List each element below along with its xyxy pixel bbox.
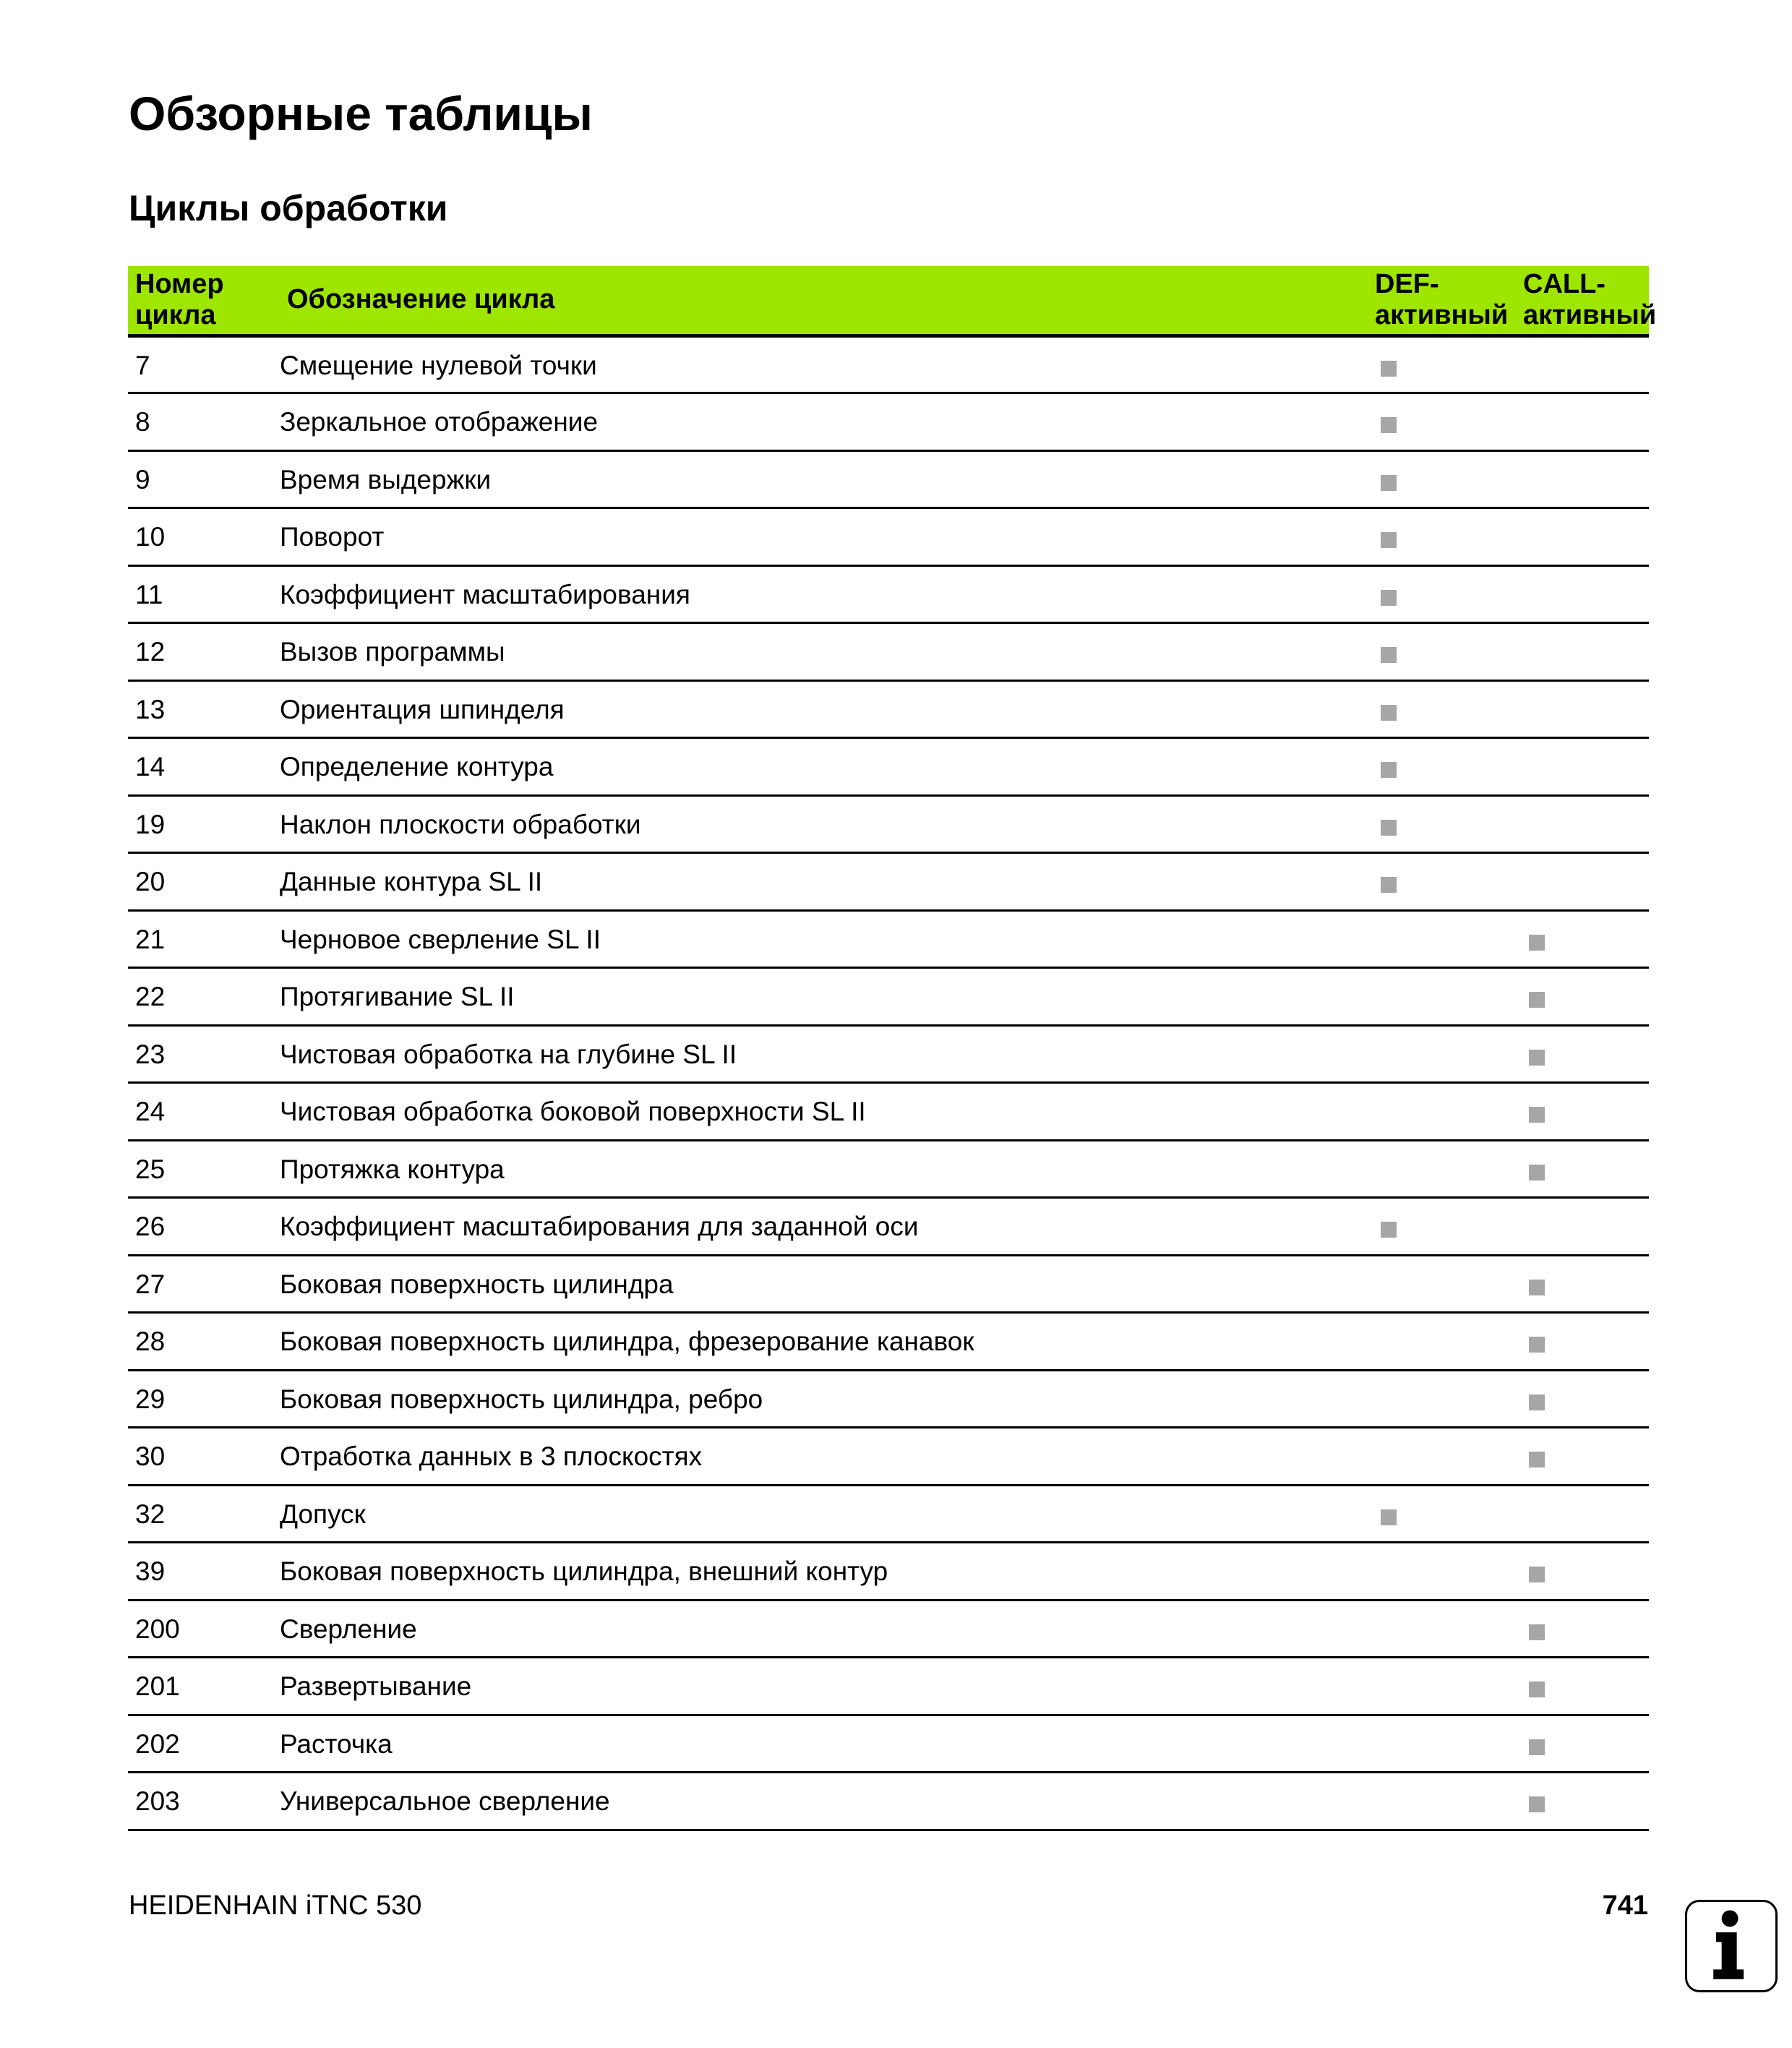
call-active-cell [1523, 1543, 1649, 1601]
call-active-marker [1529, 1624, 1545, 1640]
def-active-cell [1375, 1313, 1523, 1371]
call-active-cell [1523, 1715, 1649, 1773]
call-active-cell [1523, 1198, 1649, 1256]
cycle-number: 25 [128, 1140, 280, 1198]
def-active-cell [1375, 1658, 1523, 1715]
table-row [128, 910, 1649, 968]
cycle-number: 7 [128, 335, 280, 393]
call-active-marker [1529, 992, 1545, 1008]
call-active-marker [1529, 1567, 1545, 1582]
cycle-name: Коэффициент масштабирования [280, 565, 1375, 623]
table-row [128, 795, 1649, 853]
def-active-cell [1375, 450, 1523, 508]
info-icon-glyph [1687, 1902, 1775, 1990]
cycle-name: Зеркальное отображение [280, 393, 1375, 451]
table-row [128, 1715, 1649, 1773]
cycle-number: 14 [128, 738, 280, 796]
def-active-cell [1375, 1025, 1523, 1083]
def-active-cell [1375, 795, 1523, 853]
call-active-cell [1523, 393, 1649, 451]
cycle-name: Наклон плоскости обработки [280, 795, 1375, 853]
def-active-marker [1381, 475, 1397, 491]
call-active-cell [1523, 853, 1649, 911]
table-row [128, 968, 1649, 1026]
cycle-number: 8 [128, 393, 280, 451]
table-row [128, 853, 1649, 911]
header-cycle-number [128, 266, 280, 335]
cycle-name: Боковая поверхность цилиндра, внешний контур [280, 1543, 1375, 1601]
def-active-cell [1375, 1773, 1523, 1830]
header-def-line1: DEF- [1375, 269, 1439, 300]
table-row [128, 680, 1649, 738]
cycle-name: Чистовая обработка на глубине SL II [280, 1025, 1375, 1083]
call-active-cell [1523, 795, 1649, 853]
call-active-cell [1523, 1600, 1649, 1658]
call-active-cell [1523, 1083, 1649, 1141]
table-row [128, 1313, 1649, 1371]
table-row [128, 1773, 1649, 1830]
def-active-cell [1375, 910, 1523, 968]
cycle-name: Коэффициент масштабирования для заданной оси [280, 1198, 1375, 1256]
cycle-number: 200 [128, 1600, 280, 1658]
call-active-marker [1529, 1050, 1545, 1066]
def-active-cell [1375, 853, 1523, 911]
call-active-marker [1529, 1107, 1545, 1123]
cycle-name: Боковая поверхность цилиндра, фрезерование канавок [280, 1313, 1375, 1371]
call-active-cell [1523, 1025, 1649, 1083]
def-active-cell [1375, 1428, 1523, 1486]
cycle-number: 20 [128, 853, 280, 911]
cycle-number: 27 [128, 1255, 280, 1313]
cycle-name: Данные контура SL II [280, 853, 1375, 911]
def-active-cell [1375, 1600, 1523, 1658]
call-active-cell [1523, 565, 1649, 623]
def-active-cell [1375, 335, 1523, 393]
cycle-number: 12 [128, 623, 280, 681]
def-active-marker [1381, 361, 1397, 377]
cycle-name: Универсальное сверление [280, 1773, 1375, 1830]
def-active-cell [1375, 1198, 1523, 1256]
call-active-cell [1523, 1370, 1649, 1428]
cycle-name: Допуск [280, 1485, 1375, 1543]
cycle-name: Поворот [280, 508, 1375, 566]
cycle-name: Ориентация шпинделя [280, 680, 1375, 738]
cycle-name: Время выдержки [280, 450, 1375, 508]
cycle-name: Развертывание [280, 1658, 1375, 1715]
cycle-name: Вызов программы [280, 623, 1375, 681]
def-active-marker [1381, 1509, 1397, 1525]
call-active-marker [1529, 1165, 1545, 1181]
cycles-table [128, 266, 1657, 1831]
cycle-name: Расточка [280, 1715, 1375, 1773]
cycle-name: Боковая поверхность цилиндра, ребро [280, 1370, 1375, 1428]
call-active-cell [1523, 738, 1649, 796]
cycle-name: Смещение нулевой точки [280, 335, 1375, 393]
def-active-cell [1375, 1370, 1523, 1428]
table-row [128, 623, 1649, 681]
cycle-number: 22 [128, 968, 280, 1026]
table-row [128, 1255, 1649, 1313]
call-active-cell [1523, 1658, 1649, 1715]
def-active-marker [1381, 877, 1397, 893]
def-active-marker [1381, 820, 1397, 836]
table-row [128, 335, 1649, 393]
table-row [128, 1370, 1649, 1428]
def-active-marker [1381, 417, 1397, 433]
def-active-cell [1375, 623, 1523, 681]
call-active-cell [1523, 1773, 1649, 1830]
cycle-number: 202 [128, 1715, 280, 1773]
cycle-name: Чистовая обработка боковой поверхности SL II [280, 1083, 1375, 1141]
table-row [128, 1658, 1649, 1715]
call-active-cell [1523, 910, 1649, 968]
call-active-cell [1523, 1140, 1649, 1198]
cycle-number: 24 [128, 1083, 280, 1141]
def-active-marker [1381, 1222, 1397, 1238]
cycle-number: 29 [128, 1370, 280, 1428]
table-row [128, 1198, 1649, 1256]
cycle-name: Сверление [280, 1600, 1375, 1658]
call-active-cell [1523, 1428, 1649, 1486]
header-cycle-number-line1: Номер [135, 269, 224, 300]
cycle-name: Протягивание SL II [280, 968, 1375, 1026]
def-active-cell [1375, 680, 1523, 738]
table-row [128, 1485, 1649, 1543]
call-active-cell [1523, 335, 1649, 393]
call-active-marker [1529, 1796, 1545, 1812]
call-active-cell [1523, 1313, 1649, 1371]
table-body [128, 335, 1649, 1830]
def-active-cell [1375, 1543, 1523, 1601]
header-call-active [1523, 266, 1657, 335]
cycle-number: 39 [128, 1543, 280, 1601]
def-active-cell [1375, 1140, 1523, 1198]
cycle-number: 19 [128, 795, 280, 853]
call-active-cell [1523, 968, 1649, 1026]
call-active-marker [1529, 1681, 1545, 1697]
table-row [128, 738, 1649, 796]
table-row [128, 1140, 1649, 1198]
def-active-cell [1375, 508, 1523, 566]
call-active-cell [1523, 450, 1649, 508]
def-active-marker [1381, 762, 1397, 778]
table-row [128, 1543, 1649, 1601]
call-active-marker [1529, 1739, 1545, 1755]
cycle-number: 9 [128, 450, 280, 508]
header-cycle-number-line2: цикла [135, 299, 216, 330]
table-row [128, 1025, 1649, 1083]
cycle-number: 26 [128, 1198, 280, 1256]
table-row [128, 1600, 1649, 1658]
header-def-line2: активный [1375, 299, 1509, 330]
page-number: 741 [1602, 1890, 1648, 1921]
def-active-cell [1375, 1485, 1523, 1543]
call-active-marker [1529, 1394, 1545, 1410]
cycle-name: Отработка данных в 3 плоскостях [280, 1428, 1375, 1486]
call-active-cell [1523, 623, 1649, 681]
def-active-cell [1375, 393, 1523, 451]
cycle-number: 11 [128, 565, 280, 623]
def-active-marker [1381, 590, 1397, 606]
header-call-line2: активный [1523, 299, 1657, 330]
cycle-number: 201 [128, 1658, 280, 1715]
call-active-marker [1529, 1452, 1545, 1468]
table-row [128, 508, 1649, 566]
cycle-number: 30 [128, 1428, 280, 1486]
call-active-cell [1523, 1485, 1649, 1543]
def-active-cell [1375, 738, 1523, 796]
cycle-number: 32 [128, 1485, 280, 1543]
cycle-number: 28 [128, 1313, 280, 1371]
table-row [128, 565, 1649, 623]
def-active-cell [1375, 1715, 1523, 1773]
call-active-marker [1529, 1280, 1545, 1295]
cycle-number: 10 [128, 508, 280, 566]
call-active-marker [1529, 935, 1545, 951]
cycle-name: Протяжка контура [280, 1140, 1375, 1198]
table-row [128, 1083, 1649, 1141]
call-active-marker [1529, 1337, 1545, 1353]
cycle-number: 23 [128, 1025, 280, 1083]
cycle-name: Боковая поверхность цилиндра [280, 1255, 1375, 1313]
def-active-cell [1375, 1083, 1523, 1141]
cycle-number: 13 [128, 680, 280, 738]
call-active-cell [1523, 508, 1649, 566]
info-icon [1685, 1900, 1778, 1992]
table-header-row [128, 266, 1649, 335]
page-title: Обзорные таблицы [129, 87, 593, 140]
table-row [128, 393, 1649, 451]
footer-product-name: HEIDENHAIN iTNC 530 [129, 1890, 422, 1921]
call-active-cell [1523, 680, 1649, 738]
table-header [128, 266, 1657, 335]
def-active-cell [1375, 968, 1523, 1026]
table-row [128, 1428, 1649, 1486]
table-row [128, 450, 1649, 508]
cycle-name: Определение контура [280, 738, 1375, 796]
section-title: Циклы обработки [129, 188, 448, 228]
cycle-number: 203 [128, 1773, 280, 1830]
cycle-name: Черновое сверление SL II [280, 910, 1375, 968]
cycle-number: 21 [128, 910, 280, 968]
def-active-marker [1381, 647, 1397, 663]
def-active-marker [1381, 532, 1397, 548]
header-call-line1: CALL- [1523, 269, 1605, 300]
call-active-cell [1523, 1255, 1649, 1313]
header-cycle-name: Обозначение цикла [280, 266, 1375, 335]
header-def-active [1375, 266, 1523, 335]
def-active-cell [1375, 565, 1523, 623]
def-active-cell [1375, 1255, 1523, 1313]
def-active-marker [1381, 705, 1397, 721]
